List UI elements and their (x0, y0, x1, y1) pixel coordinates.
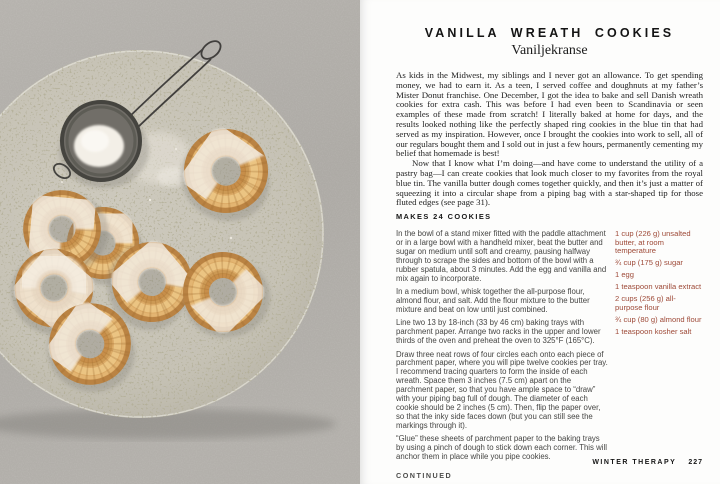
ingredient-item: ¾ cup (175 g) sugar (615, 258, 683, 268)
page-footer (592, 459, 703, 466)
chapter-name: WINTER THERAPY (592, 459, 677, 466)
ingredient-item: ¾ cup (80 g) almond flour (615, 314, 702, 324)
recipe-subtitle: Vaniljekranse (511, 43, 588, 58)
ingredient-item: 1 teaspoon vanilla extract (615, 282, 702, 292)
recipe-columns (396, 230, 703, 480)
page-number: 227 (688, 459, 703, 466)
ingredient-item: 2 cups (256 g) all-purpose flour (615, 294, 676, 312)
ingredient-item: 1 teaspoon kosher salt (615, 326, 692, 336)
intro-paragraph: As kids in the Midwest, my siblings and I never got an allowance. To get spending money, we had to earn it. As a teen, I served coffee and doughnuts at my father’s Mister Donut franchise. One December, I got the idea to bake and sell Danish wreath cookies for extra cash. This was before I had even been to Scandinavia or seen examples of these made from scratch! I literally baked at home for days, and the results looked nothing like the perfectly shaped ring cookies in the blue tin that had served as my inspiration. However, once I brought the cookies into work to sell, all of our regulars bought them and I sold out in just a few hours, permanently cementing my belief that homemade is best! (396, 70, 703, 159)
yield-note: MAKES 24 COOKIES (396, 212, 492, 222)
recipe-title: VANILLA WREATH COOKIES (424, 26, 675, 40)
instruction-step: In a medium bowl, whisk together the all-purpose flour, almond flour, and salt. Add the flour mixture to the butter mixture and beat on low until just combined. (396, 287, 590, 314)
instructions-column (396, 230, 608, 480)
intro-paragraph: Now that I know what I’m doing—and have come to understand the utility of a pastry bag—I can create cookies that look much closer to my favorites from the royal blue tin. The vanilla butter dough comes together quickly, and then it’s just a matter of squeezing it into a circular shape from a piping bag with a star-shaped tip for those fluted edges (see page 31). (396, 158, 703, 208)
ingredients-column (615, 230, 703, 480)
instruction-step: In the bowl of a stand mixer fitted with the paddle attachment or in a large bowl with a handheld mixer, beat the butter and sugar on medium until soft and creamy, pausing halfway through to scrape the sides and bottom of the bowl with a rubber spatula, about 3 minutes. Add the egg and vanilla and mix again to incorporate. (396, 229, 607, 283)
ingredient-item: 1 cup (226 g) unsalted butter, at room temperature (615, 229, 691, 256)
recipe-page (360, 0, 720, 484)
instruction-step: “Glue” these sheets of parchment paper to the baking trays by using a pinch of dough to stick down each corner. This will anchor them in place while you pipe cookies. (396, 434, 607, 461)
instruction-step: Line two 13 by 18-inch (33 by 46 cm) baking trays with parchment paper. Arrange two racks in the upper and lower thirds of the oven and preheat the oven to 325°F (165°C). (396, 318, 601, 346)
ingredient-item: 1 egg (615, 270, 635, 280)
recipe-intro (396, 71, 703, 208)
instruction-step: Draw three neat rows of four circles each onto each piece of parchment paper, where you will pipe twelve cookies per tray. I recommend tracing quarters to form the inside of each wreath. Space them 3 inches (7.5 cm) apart on the parchment paper, so that you have ample space to “draw” with your piping bag full of dough. The diameter of each cookie should be 2 inches (5 cm). Then, flip the paper over, so that the inky side faces down (but you can still see the markings through it). (396, 349, 608, 430)
continued-label: CONTINUED (396, 470, 453, 480)
